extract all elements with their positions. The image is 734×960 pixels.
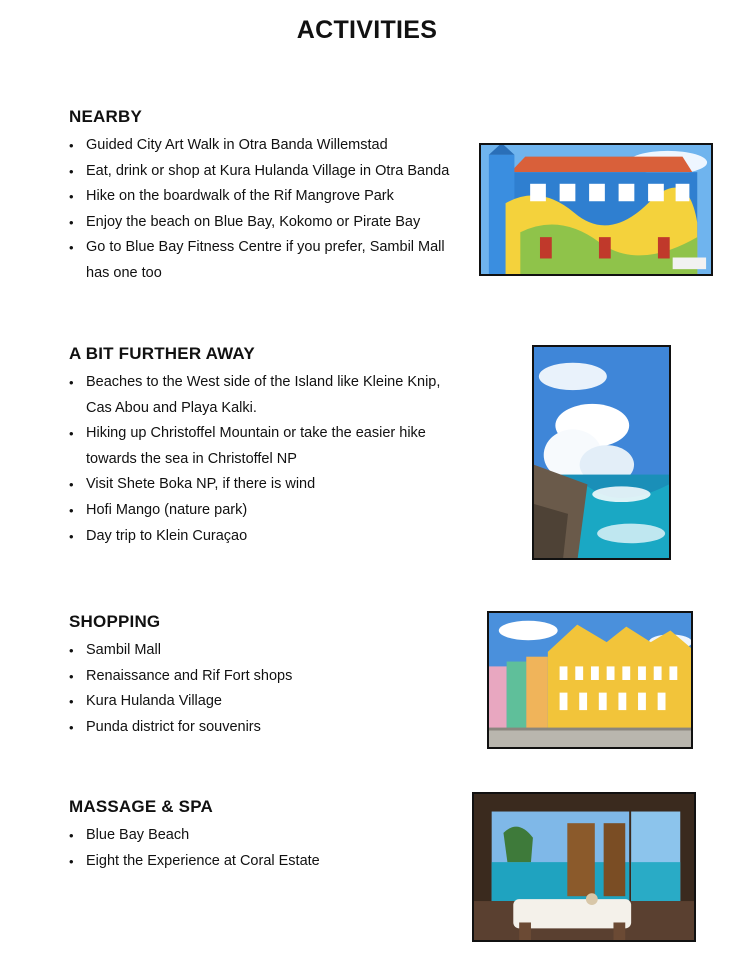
activity-list [69,638,469,740]
list-item: • Blue Bay Beach [69,823,469,849]
list-item: • Hofi Mango (nature park) [69,498,469,524]
spa-room-photo [472,792,696,942]
list-item: • Renaissance and Rif Fort shops [69,664,469,690]
list-item: • Punda district for souvenirs [69,715,469,741]
section-heading: MASSAGE & SPA [69,797,213,816]
list-item: • Kura Hulanda Village [69,689,469,715]
section-heading: SHOPPING [69,612,161,631]
list-item: • Hiking up Christoffel Mountain or take the easier hike towards the sea in Christoffel NP [69,421,456,472]
page-title: ACTIVITIES [296,16,438,44]
section-massage-spa [69,797,469,874]
list-item: • Day trip to Klein Curaçao [69,524,469,550]
painted-building-photo [479,143,713,276]
activity-list [69,133,464,287]
list-item: • Hike on the boardwalk of the Rif Mangrove Park [69,184,464,210]
list-item: • Visit Shete Boka NP, if there is wind [69,472,469,498]
section-heading: A BIT FURTHER AWAY [69,344,255,363]
section-further-away [69,344,469,549]
colorful-waterfront-photo [487,611,693,749]
list-item: • Eat, drink or shop at Kura Hulanda Village in Otra Banda [69,159,464,185]
list-item: • Beaches to the West side of the Island like Kleine Knip, Cas Abou and Playa Kalki. [69,370,456,421]
list-item: • Eight the Experience at Coral Estate [69,849,469,875]
section-shopping [69,612,469,740]
list-item: • Enjoy the beach on Blue Bay, Kokomo or Pirate Bay [69,210,464,236]
crashing-waves-photo [532,345,671,560]
list-item: • Go to Blue Bay Fitness Centre if you prefer, Sambil Mall has one too [69,235,461,286]
list-item: • Guided City Art Walk in Otra Banda Willemstad [69,133,464,159]
activity-list [69,823,469,874]
section-nearby [69,107,469,287]
activity-list [69,370,469,549]
section-heading: NEARBY [69,107,142,126]
list-item: • Sambil Mall [69,638,469,664]
